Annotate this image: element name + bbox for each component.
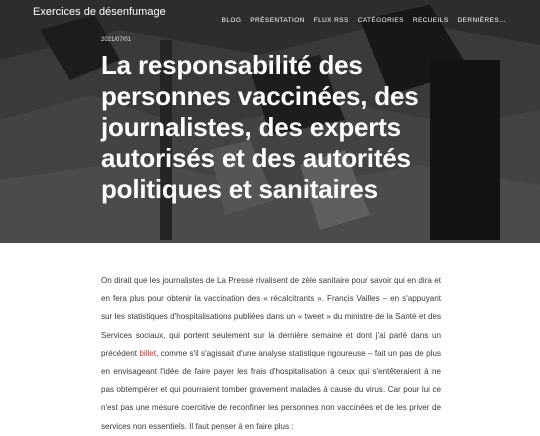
menu-link-presentation[interactable]: PRÉSENTATION <box>250 17 305 24</box>
menu-link-recueils[interactable]: RECUEILS <box>412 17 449 24</box>
main-menu <box>222 9 506 27</box>
paragraph-text-start: On dirait que les journalistes de La Presse rivalisent de zèle sanitaire pour savoir qui en dira et en fera plus pour obtenir la vaccination des « récalcitrants ». Francis Vailles – en s'appuyant sur les statistiques d'hospitalisations publiées dans un « tweet » du ministre de la Santé et des Services sociaux, qui portent seulement sur la dernière semaine et dont j'ai parlé dans un précédent <box>101 276 441 358</box>
billet-link[interactable]: billet <box>139 348 157 358</box>
post-content <box>101 272 441 436</box>
menu-item-blog <box>222 9 242 27</box>
menu-link-rss[interactable]: FLUX RSS <box>313 17 349 24</box>
menu-item-presentation <box>250 9 304 27</box>
menu-item-rss <box>314 9 349 27</box>
post-title: La responsabilité des personnes vaccinées, des journalistes, des experts autorisés et des autorités politiques et sanitaires <box>101 50 419 204</box>
menu-item-categories <box>358 9 404 27</box>
paragraph-text-end: , comme s'il s'agissait d'une analyse statistique rigoureuse – fait un pas de plus en envisageant l'idée de faire payer les frais d'hospitalisation à ceux qui s'entêteraient à ne pas obtempérer et qui pourraient tomber gravement malades à cause du virus. Car pour lui ce n'est pas une mesure coercitive de reconfiner les personnes non vaccinées et de les priver de services non essentiels. Il faut penser à en faire plus : <box>101 348 441 431</box>
post-date: 2021/07/01 <box>101 37 132 43</box>
menu-link-categories[interactable]: CATÉGORIES <box>357 17 404 24</box>
menu-link-blog[interactable]: BLOG <box>221 17 242 24</box>
menu-item-recueils <box>413 9 449 27</box>
menu-item-dernieres <box>458 9 506 27</box>
menu-link-dernieres[interactable]: DERNIÈRES… <box>457 17 506 24</box>
post-paragraph <box>101 272 441 436</box>
top-navigation <box>0 0 540 28</box>
site-title-link[interactable]: Exercices de désenfumage <box>33 6 166 18</box>
